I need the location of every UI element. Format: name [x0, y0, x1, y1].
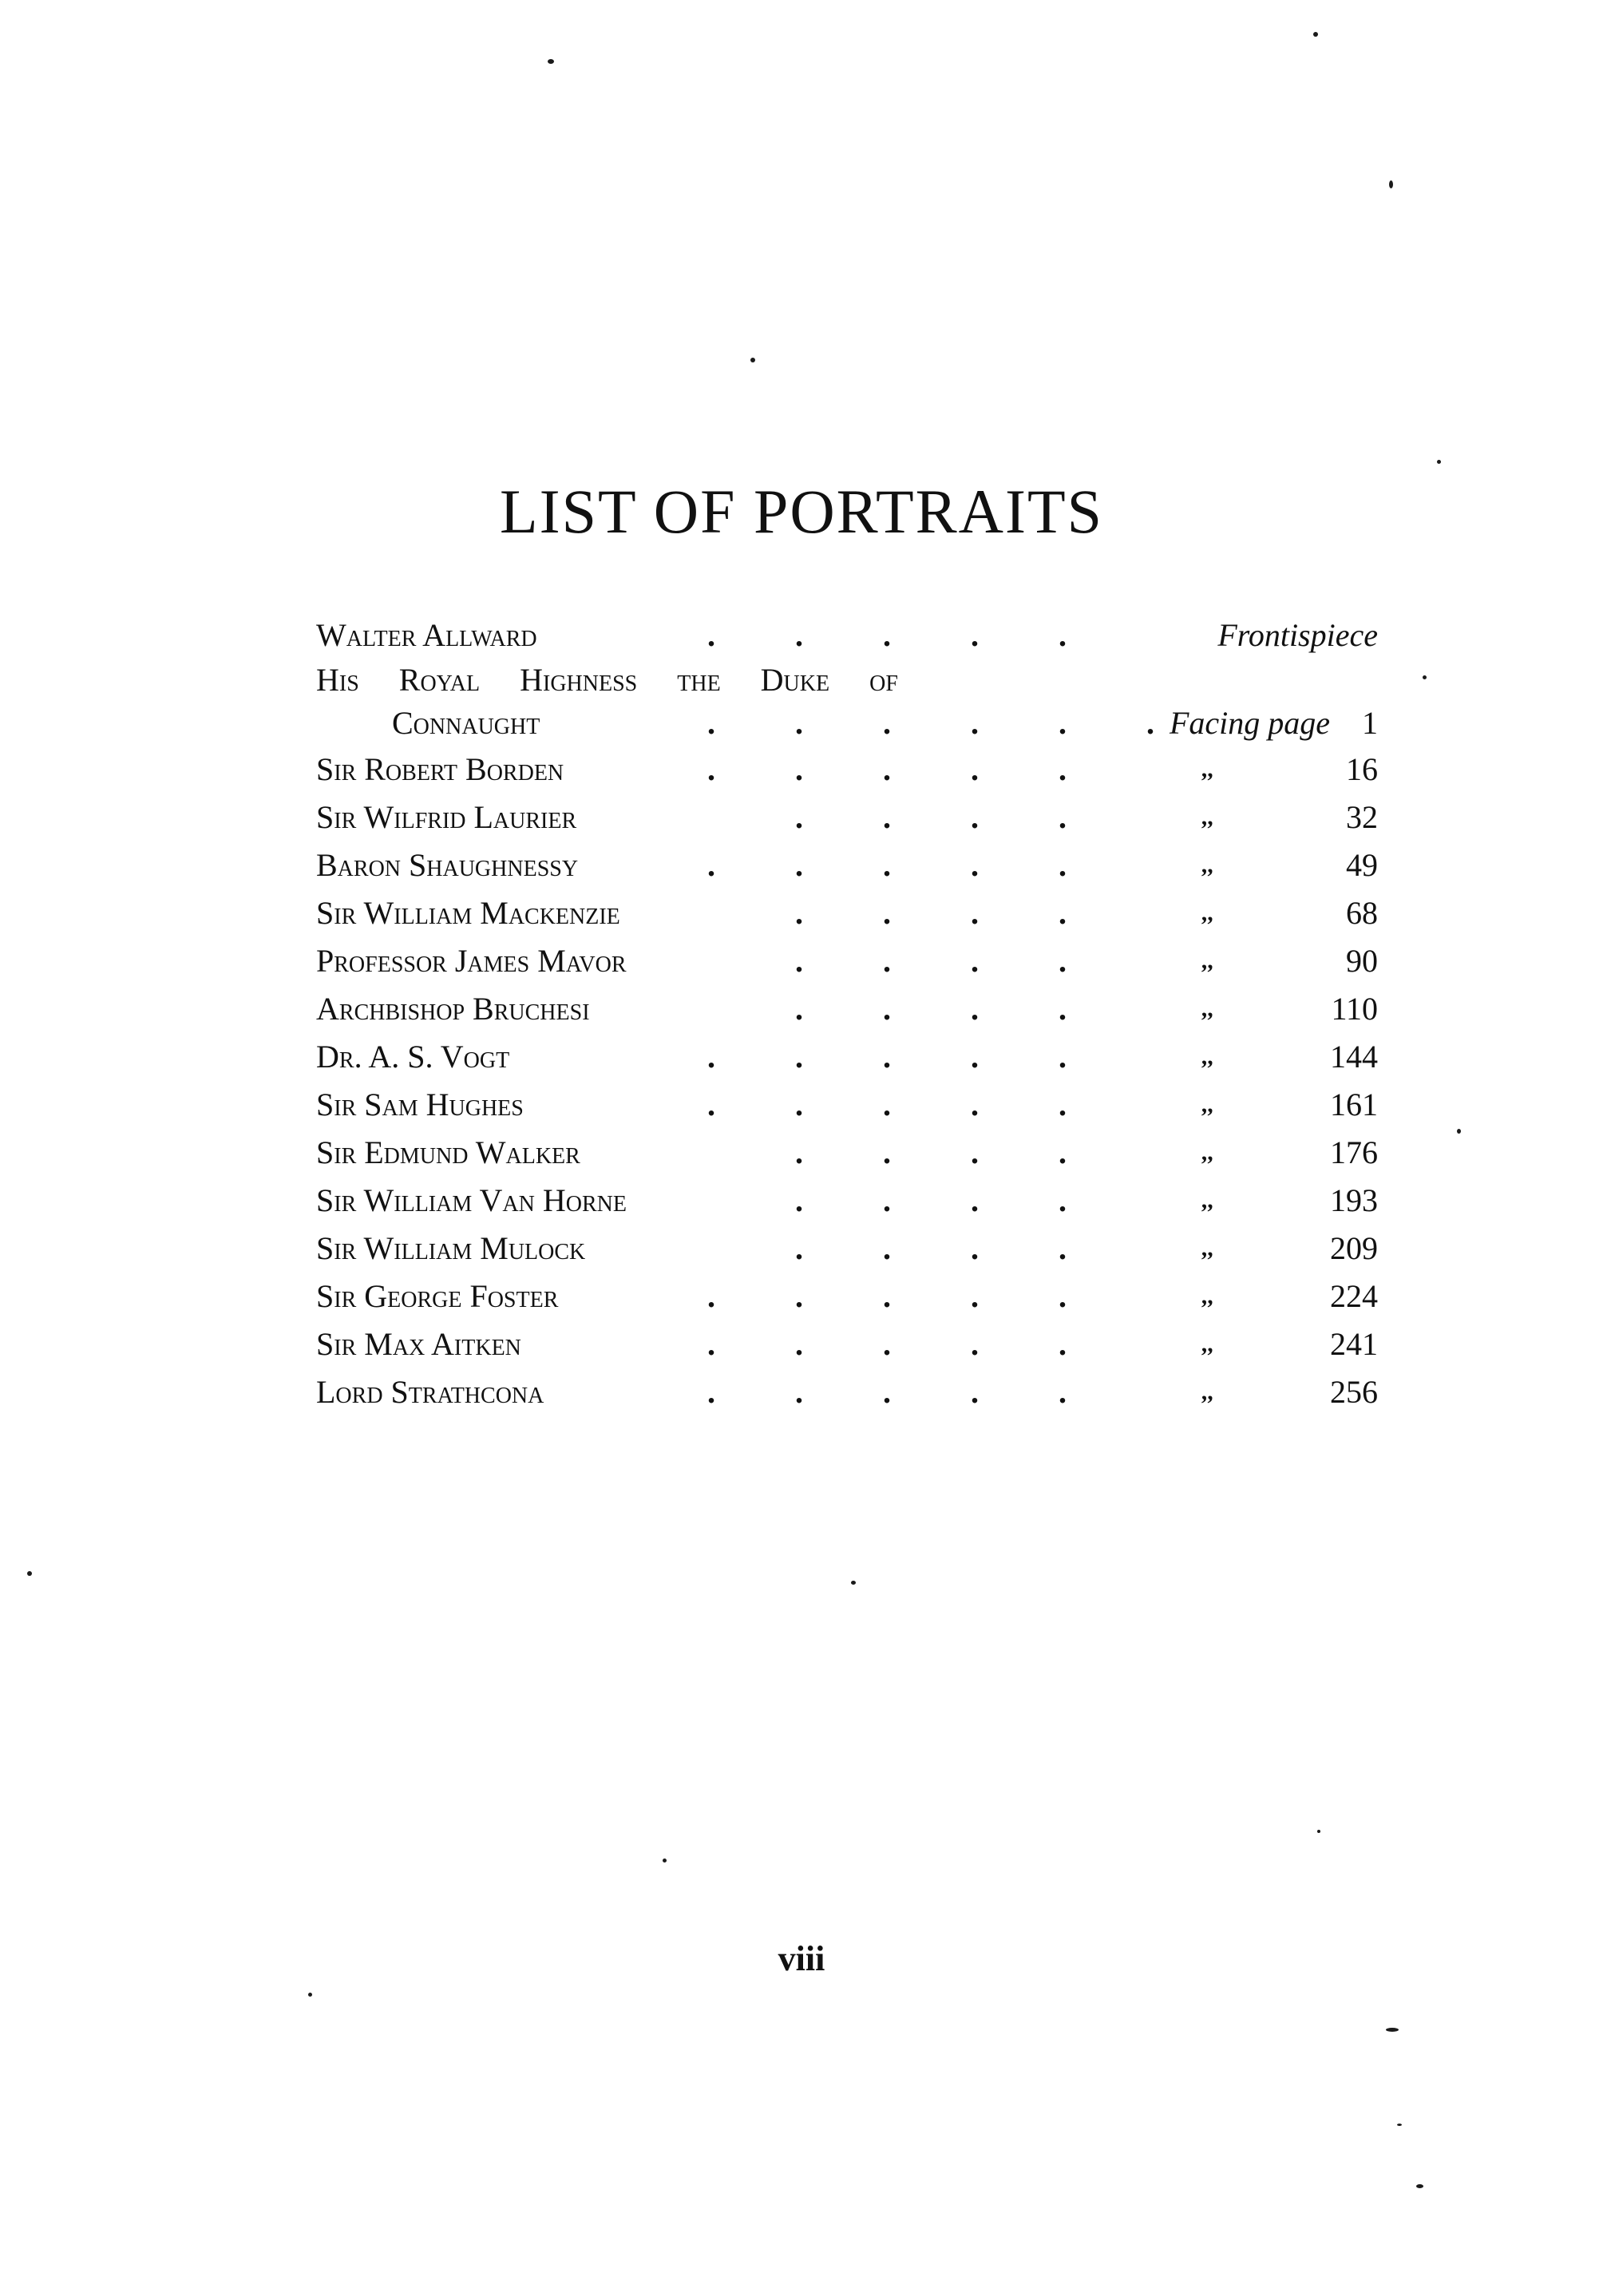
dot-leader: . . . . [795, 895, 1067, 931]
page-number: 161 [1330, 1087, 1378, 1122]
ditto-mark: ,, [1202, 1139, 1214, 1166]
ditto-mark: ,, [1202, 1091, 1214, 1118]
page-number: 49 [1346, 847, 1378, 883]
list-item [316, 1177, 1378, 1225]
list-item [316, 612, 1378, 659]
list-item [316, 1081, 1378, 1129]
page-folio: viii [778, 1939, 825, 1978]
scan-speck [1313, 32, 1318, 37]
ditto-mark: ,, [1202, 804, 1214, 830]
list-item [316, 1033, 1378, 1081]
entry-name: Baron Shaughnessy [316, 847, 579, 883]
list-item [316, 1320, 1378, 1368]
page-number: 32 [1346, 799, 1378, 835]
entry-name: Sir Max Aitken [316, 1326, 521, 1362]
scan-speck [750, 358, 755, 362]
entry-name: Sir George Foster [316, 1278, 559, 1314]
list-item [316, 1368, 1378, 1416]
scan-speck [548, 59, 554, 64]
ditto-mark: ,, [1202, 996, 1214, 1022]
dot-leader: . . . . [795, 991, 1067, 1027]
list-item [316, 937, 1378, 985]
scan-speck [1397, 2124, 1402, 2126]
scan-speck [1457, 1129, 1461, 1134]
scan-speck [663, 1859, 667, 1863]
entry-name: Sir William Mulock [316, 1230, 586, 1266]
page-number: 90 [1346, 943, 1378, 979]
entry-name-continuation: Connaught [392, 705, 540, 741]
ditto-mark: ,, [1202, 1379, 1214, 1405]
list-item [316, 841, 1378, 889]
dot-leader: . . . . [795, 799, 1067, 835]
list-item [316, 985, 1378, 1033]
page-number: 1 [1362, 705, 1378, 741]
ditto-mark: ,, [1202, 948, 1214, 974]
page-number: 256 [1330, 1374, 1378, 1410]
ditto-mark: ,, [1202, 900, 1214, 926]
entry-name: Archbishop Bruchesi [316, 991, 590, 1027]
dot-leader: . . . . . . [707, 705, 1154, 741]
entry-name: Lord Strathcona [316, 1374, 544, 1410]
dot-leader: . . . . [795, 943, 1067, 979]
scan-speck [851, 1581, 856, 1585]
entry-name: Sir William Mackenzie [316, 895, 620, 931]
page-number: 209 [1330, 1230, 1378, 1266]
page-number: 176 [1330, 1134, 1378, 1170]
entry-name: Dr. A. S. Vogt [316, 1039, 510, 1075]
list-item [316, 1225, 1378, 1273]
list-item [316, 1129, 1378, 1177]
scan-speck [1317, 1830, 1320, 1833]
dot-leader: . . . . [795, 1230, 1067, 1266]
page-number: 193 [1330, 1182, 1378, 1218]
page-number: 241 [1330, 1326, 1378, 1362]
list-item-continuation [316, 699, 1378, 747]
dot-leader: . . . . . [707, 1374, 1067, 1410]
ditto-mark: ,, [1202, 1331, 1214, 1357]
scan-speck [1389, 180, 1393, 188]
scan-speck [1437, 460, 1441, 464]
entry-name: His Royal Highness the Duke of [316, 662, 898, 698]
page-number: 16 [1346, 751, 1378, 787]
list-item [316, 1273, 1378, 1320]
page-number: 144 [1330, 1039, 1378, 1075]
entry-name: Sir Wilfrid Laurier [316, 799, 577, 835]
ditto-mark: ,, [1202, 1043, 1214, 1070]
entry-name: Sir Robert Borden [316, 751, 564, 787]
dot-leader: . . . . . [707, 1039, 1067, 1075]
page-title: LIST OF PORTRAITS [500, 477, 1103, 546]
dot-leader: . . . . . [707, 751, 1067, 787]
ditto-mark: ,, [1202, 1235, 1214, 1261]
ditto-mark: ,, [1202, 1283, 1214, 1309]
facing-page-label: Facing page [1169, 705, 1330, 741]
dot-leader: . . . . . [707, 1087, 1067, 1122]
frontispiece-label: Frontispiece [1217, 617, 1378, 653]
entry-name: Sir Edmund Walker [316, 1134, 580, 1170]
page-number: 110 [1331, 991, 1378, 1027]
page-number: 68 [1346, 895, 1378, 931]
list-item [316, 746, 1378, 794]
ditto-mark: ,, [1202, 852, 1214, 878]
scan-speck [308, 1993, 312, 1997]
dot-leader: . . . . . [707, 617, 1067, 653]
ditto-mark: ,, [1202, 1187, 1214, 1213]
dot-leader: . . . . . [707, 1326, 1067, 1362]
scan-speck [1386, 2028, 1399, 2032]
page-number: 224 [1330, 1278, 1378, 1314]
dot-leader: . . . . . [707, 1278, 1067, 1314]
scan-speck [1423, 675, 1427, 679]
scan-speck [27, 1571, 32, 1576]
list-item [316, 889, 1378, 937]
entry-name: Walter Allward [316, 617, 537, 653]
scan-speck [1416, 2184, 1423, 2188]
entry-name: Professor James Mavor [316, 943, 627, 979]
entry-name: Sir William Van Horne [316, 1182, 627, 1218]
dot-leader: . . . . . [707, 847, 1067, 883]
ditto-mark: ,, [1202, 756, 1214, 782]
dot-leader: . . . . [795, 1134, 1067, 1170]
list-item [316, 794, 1378, 841]
list-item [316, 656, 1378, 704]
dot-leader: . . . . [795, 1182, 1067, 1218]
entry-name: Sir Sam Hughes [316, 1087, 524, 1122]
